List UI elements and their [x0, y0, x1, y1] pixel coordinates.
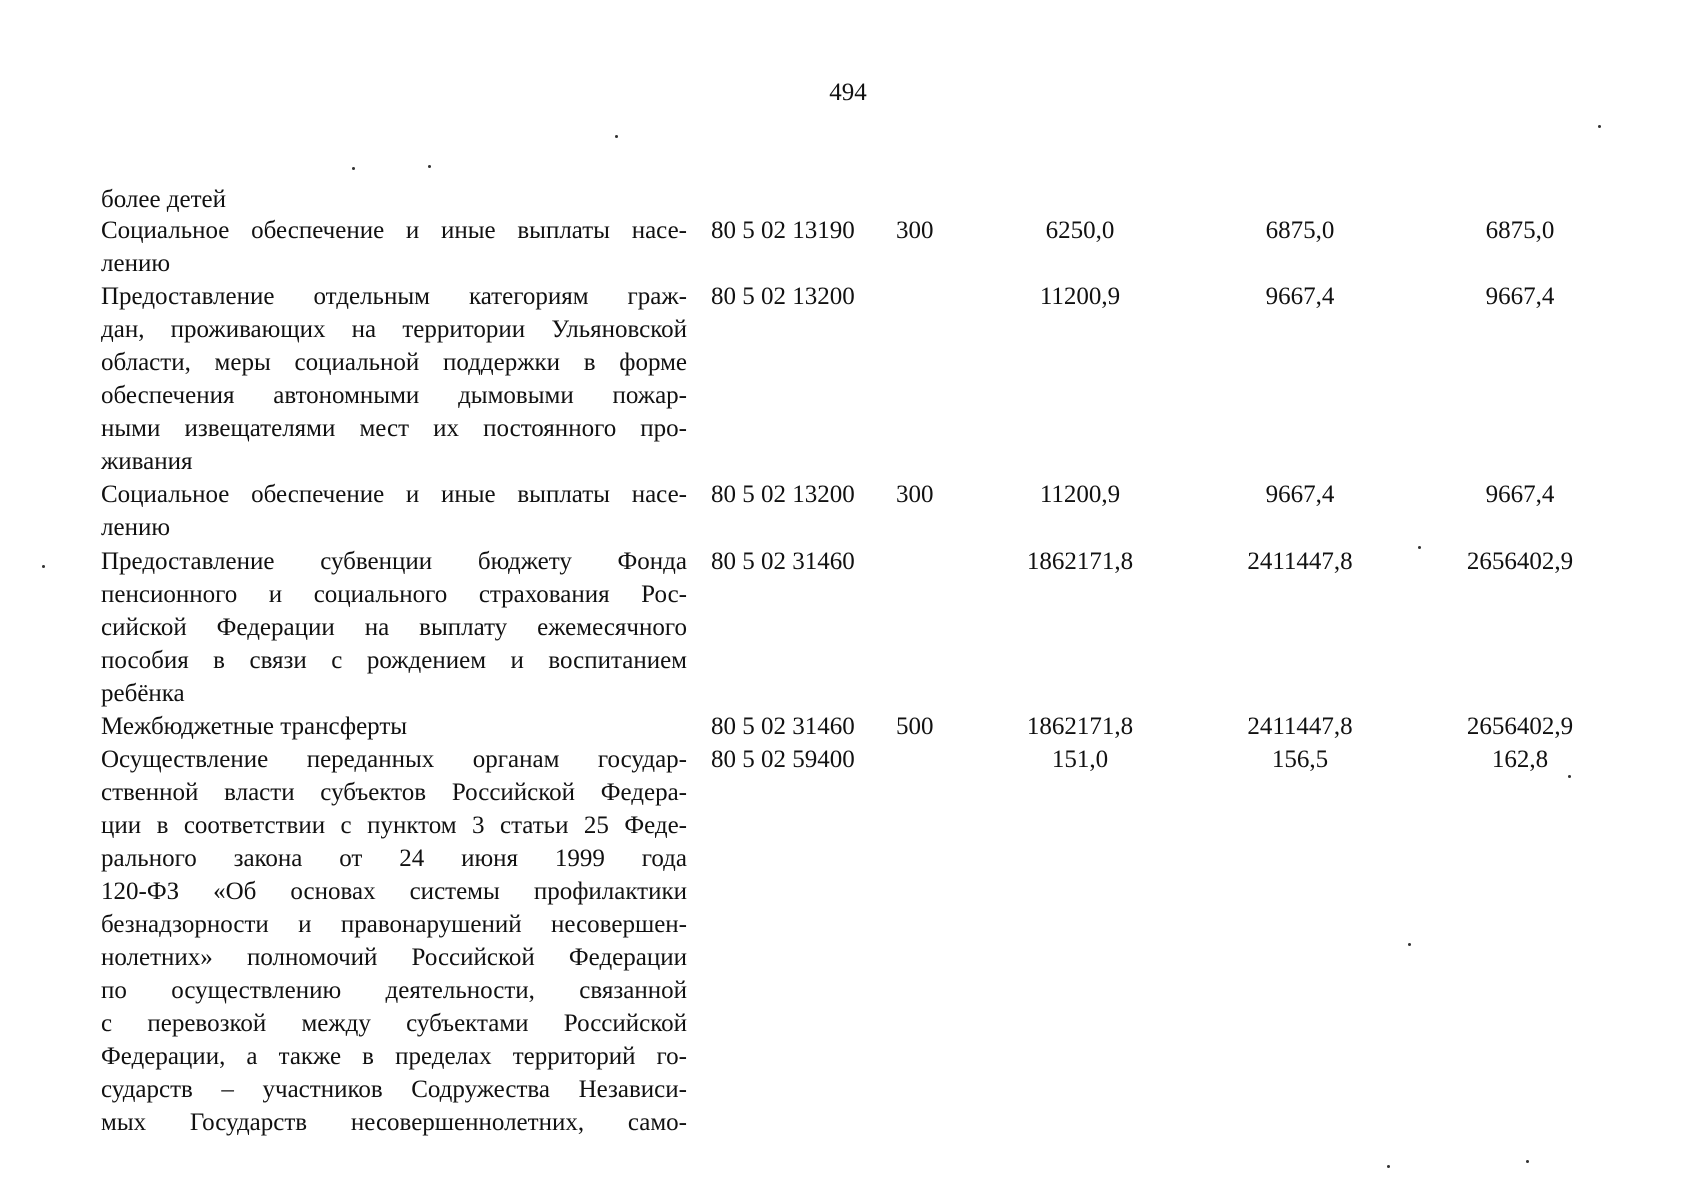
- description-line: дан, проживающих на территории Ульяновской: [101, 316, 687, 343]
- description-line: Предоставление субвенции бюджету Фонда: [101, 548, 687, 575]
- description-line: мых Государств несовершеннолетних, само-: [101, 1109, 687, 1136]
- scan-speck: [1408, 943, 1411, 946]
- target-article-code: 80 5 02 13200: [711, 481, 855, 508]
- amount-year-3: 162,8: [1491, 746, 1549, 773]
- description-line: по осуществлению деятельности, связанной: [101, 977, 687, 1004]
- amount-year-3: 2656402,9: [1466, 713, 1574, 740]
- amount-year-2: 156,5: [1271, 746, 1329, 773]
- description-line: лению: [101, 514, 171, 541]
- scan-speck: [615, 135, 618, 138]
- description-line: с перевозкой между субъектами Российской: [101, 1010, 687, 1037]
- description-line: Социальное обеспечение и иные выплаты насе-: [101, 481, 687, 508]
- description-line: пособия в связи с рождением и воспитанием: [101, 647, 687, 674]
- description-line: пенсионного и социального страхования Рос-: [101, 581, 687, 608]
- description-line: 120-ФЗ «Об основах системы профилактики: [101, 878, 687, 905]
- amount-year-3: 9667,4: [1485, 283, 1555, 310]
- description-line: сийской Федерации на выплату ежемесячного: [101, 614, 687, 641]
- description-line: области, меры социальной поддержки в форме: [101, 349, 687, 376]
- amount-year-1: 151,0: [1051, 746, 1109, 773]
- description-line: живания: [101, 448, 193, 475]
- description-line: лению: [101, 250, 171, 277]
- expense-type-code: 500: [896, 713, 934, 740]
- description-line: нолетних» полномочий Российской Федерации: [101, 944, 687, 971]
- description-line: безнадзорности и правонарушений несовершен-: [101, 911, 687, 938]
- description-line: Социальное обеспечение и иные выплаты насе-: [101, 217, 687, 244]
- description-line: ции в соответствии с пунктом 3 статьи 25 Феде-: [101, 812, 687, 839]
- page-number: 494: [829, 79, 867, 106]
- amount-year-1: 1862171,8: [1026, 548, 1134, 575]
- target-article-code: 80 5 02 13200: [711, 283, 855, 310]
- amount-year-3: 2656402,9: [1466, 548, 1574, 575]
- description-line: обеспечения автономными дымовыми пожар-: [101, 382, 687, 409]
- scan-speck: [1598, 125, 1601, 128]
- amount-year-1: 11200,9: [1039, 481, 1121, 508]
- scan-speck: [1526, 1160, 1529, 1163]
- expense-type-code: 300: [896, 217, 934, 244]
- scan-speck: [428, 165, 431, 168]
- row-description: [101, 545, 687, 710]
- amount-year-1: 6250,0: [1045, 217, 1115, 244]
- scan-speck: [42, 565, 45, 568]
- scan-speck: [352, 167, 355, 170]
- description-line: Предоставление отдельным категориям граж-: [101, 283, 687, 310]
- amount-year-1: 1862171,8: [1026, 713, 1134, 740]
- description-line: Осуществление переданных органам государ-: [101, 746, 687, 773]
- amount-year-2: 2411447,8: [1247, 548, 1353, 575]
- row-description: [101, 280, 687, 478]
- row-description: [101, 743, 687, 1139]
- description-line: Федерации, а также в пределах территорий го-: [101, 1043, 687, 1070]
- scan-speck: [1568, 775, 1571, 778]
- amount-year-2: 9667,4: [1265, 481, 1335, 508]
- amount-year-2: 2411447,8: [1247, 713, 1353, 740]
- target-article-code: 80 5 02 31460: [711, 713, 855, 740]
- target-article-code: 80 5 02 31460: [711, 548, 855, 575]
- amount-year-2: 9667,4: [1265, 283, 1335, 310]
- scan-speck: [1418, 546, 1421, 549]
- expense-type-code: 300: [896, 481, 934, 508]
- target-article-code: 80 5 02 13190: [711, 217, 855, 244]
- description-line: ственной власти субъектов Российской Федера-: [101, 779, 687, 806]
- amount-year-2: 6875,0: [1265, 217, 1335, 244]
- description-line: сударств – участников Содружества Независи-: [101, 1076, 687, 1103]
- target-article-code: 80 5 02 59400: [711, 746, 855, 773]
- scan-speck: [1387, 1165, 1390, 1168]
- description-line: рального закона от 24 июня 1999 года: [101, 845, 687, 872]
- row-description: [101, 710, 687, 743]
- amount-year-1: 11200,9: [1039, 283, 1121, 310]
- description-line: более детей: [101, 186, 227, 213]
- description-line: ребёнка: [101, 680, 185, 707]
- row-description: [101, 183, 687, 216]
- amount-year-3: 6875,0: [1485, 217, 1555, 244]
- description-line: ными извещателями мест их постоянного про-: [101, 415, 687, 442]
- amount-year-3: 9667,4: [1485, 481, 1555, 508]
- row-description: [101, 214, 687, 280]
- description-line: Межбюджетные трансферты: [101, 713, 408, 740]
- row-description: [101, 478, 687, 544]
